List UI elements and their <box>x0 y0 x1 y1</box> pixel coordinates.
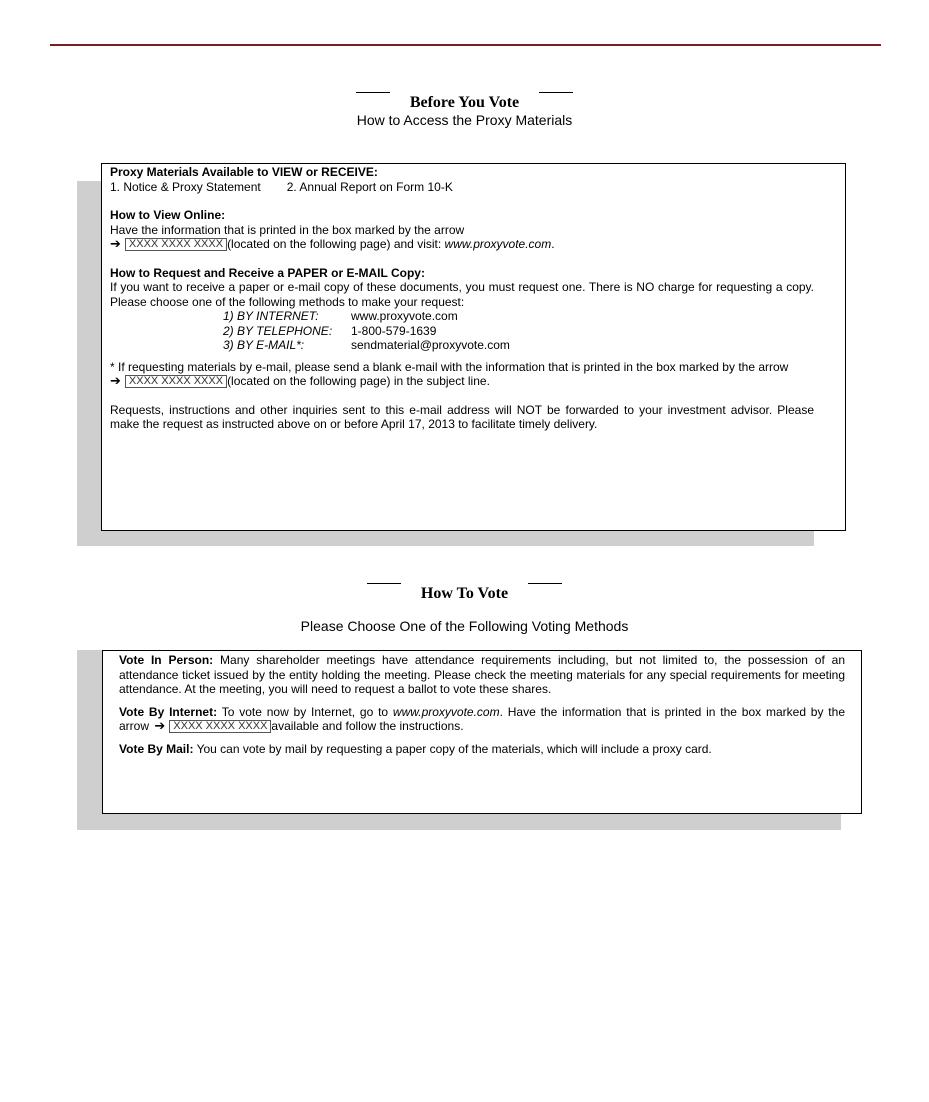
vote-by-mail <box>119 742 845 757</box>
arrow-right-icon: ➔ <box>154 718 166 733</box>
control-number-box: XXXX XXXX XXXX <box>169 720 271 733</box>
method-value[interactable]: 1-800-579-1639 <box>351 323 437 338</box>
top-rule <box>50 44 881 46</box>
heading-rule-right <box>528 583 562 584</box>
available-item: 1. Notice & Proxy Statement <box>110 179 261 194</box>
method-label: 3) BY E-MAIL*: <box>223 338 305 352</box>
view-online-text: (located on the following page) and visit: <box>227 237 445 251</box>
email-note: * If requesting materials by e-mail, please send a blank e-mail with the information that is printed in the box marked by the arrow <box>110 359 789 374</box>
email-note-text: (located on the following page) in the subject line. <box>227 374 490 388</box>
vote-by-internet-text: To vote now by Internet, go to <box>217 704 393 719</box>
arrow-right-icon: ➔ <box>110 373 121 388</box>
control-number-box: XXXX XXXX XXXX <box>125 238 227 251</box>
section2-subtitle: Please Choose One of the Following Voting Methods <box>300 618 629 634</box>
view-online-heading: How to View Online: <box>110 208 226 222</box>
available-item: 2. Annual Report on Form 10-K <box>286 179 453 194</box>
vote-in-person <box>119 653 845 697</box>
vote-by-mail-text: You can vote by mail by requesting a paper copy of the materials, which will include a proxy card. <box>193 741 712 756</box>
vote-by-mail-label: Vote By Mail: <box>119 741 194 756</box>
email-note-line2 <box>110 374 814 389</box>
vote-by-internet-text-end: available and follow the instructions. <box>271 719 464 733</box>
request-closing: Requests, instructions and other inquiries sent to this e-mail address will NOT be forwarded to your investment advisor. Please make the request as instructed above on or before April 17, 2013 to facilitate timely delivery. <box>110 402 814 431</box>
section1-heading <box>0 92 929 112</box>
method-label: 1) BY INTERNET: <box>223 309 319 323</box>
request-heading: How to Request and Receive a PAPER or E-MAIL Copy: <box>110 265 425 280</box>
method-value[interactable]: sendmaterial@proxyvote.com <box>351 338 510 352</box>
period: . <box>551 237 555 251</box>
available-heading: Proxy Materials Available to VIEW or RECEIVE: <box>110 165 378 179</box>
available-items <box>110 180 814 195</box>
arrow-right-icon: ➔ <box>110 236 121 251</box>
heading-rule-left <box>356 92 390 93</box>
vote-in-person-label: Vote In Person: <box>119 653 214 667</box>
heading-rule-left <box>367 583 401 584</box>
vote-by-internet-text: . Have the information that is printed in the box marked by the arrow <box>119 704 845 733</box>
section1-title: Before You Vote <box>409 94 520 111</box>
section2-title: How To Vote <box>420 585 509 602</box>
method-value[interactable]: www.proxyvote.com <box>351 309 458 323</box>
vote-by-internet-label: Vote By Internet: <box>119 704 218 719</box>
method-row <box>223 338 814 353</box>
request-intro: If you want to receive a paper or e-mail copy of these documents, you must request one. There is NO charge for requesting a copy. Please choose one of the following methods to make your request: <box>110 280 814 309</box>
view-online-line1: Have the information that is printed in the box marked by the arrow <box>110 222 465 237</box>
method-row <box>223 309 814 324</box>
proxyvote-link[interactable]: www.proxyvote.com <box>392 704 500 719</box>
heading-rule-right <box>539 92 573 93</box>
method-row <box>223 324 814 339</box>
vote-by-internet <box>119 705 845 734</box>
voting-methods-box <box>102 650 862 814</box>
section2-heading <box>0 583 929 603</box>
section1-subtitle: How to Access the Proxy Materials <box>356 112 573 128</box>
vote-in-person-text: Many shareholder meetings have attendance requirements including, but not limited to, the possession of an attendance ticket issued by the entity holding the meeting. Please check the meeting materials for any special requirements for meeting attendance. At the meeting, you will need to request a ballot to vote these shares. <box>119 653 846 696</box>
proxyvote-link[interactable]: www.proxyvote.com <box>444 237 552 251</box>
view-online-line2 <box>110 237 814 252</box>
request-methods <box>223 309 814 353</box>
method-label: 2) BY TELEPHONE: <box>223 323 333 338</box>
control-number-box: XXXX XXXX XXXX <box>125 375 227 388</box>
proxy-materials-box <box>101 163 846 531</box>
